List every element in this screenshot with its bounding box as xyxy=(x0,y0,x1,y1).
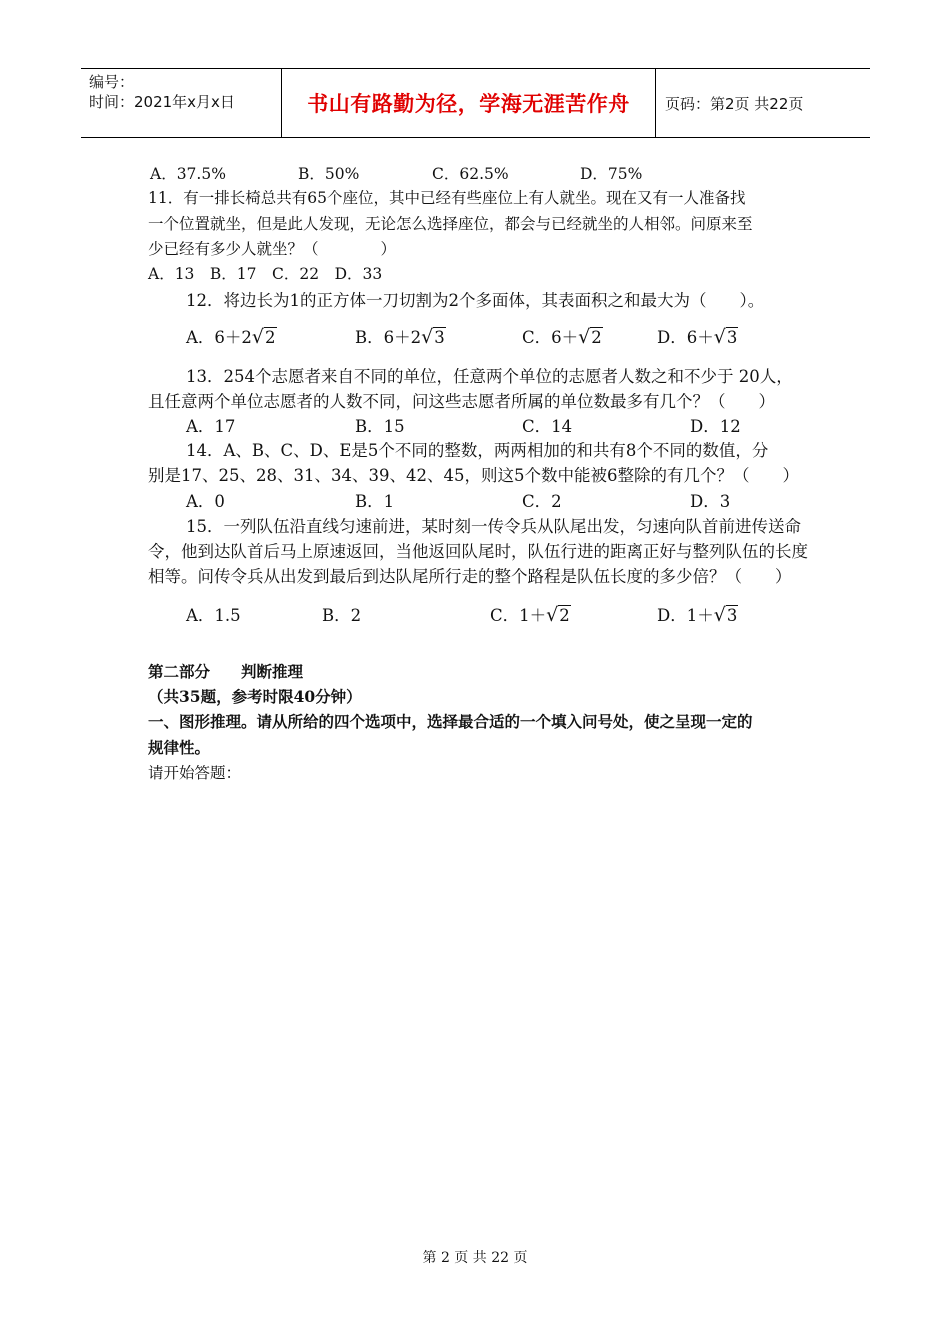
q11-line: 少已经有多少人就坐？（ ） xyxy=(148,240,397,258)
q15-option-b: B．2 xyxy=(322,606,362,625)
q12-option-d: D．6＋√3 xyxy=(657,326,738,348)
motto: 书山有路勤为径，学海无涯苦作舟 xyxy=(307,92,630,116)
q13-option-a: A．17 xyxy=(186,417,236,436)
q11-line: 一个位置就坐，但是此人发现，无论怎么选择座位，都会与已经就坐的人相邻。问原来至 xyxy=(148,215,753,233)
q13-line: 且任意两个单位志愿者的人数不同，问这些志愿者所属的单位数最多有几个？（ ） xyxy=(148,392,775,411)
q15-line: 令，他到达队首后马上原速返回，当他返回队尾时，队伍行进的距离正好与整列队伍的长度 xyxy=(148,542,808,561)
q14-option-a: A．0 xyxy=(186,492,225,511)
sqrt-icon: √ xyxy=(713,326,726,348)
q15-option-c: C．1＋√2 xyxy=(490,604,570,626)
q14-line: 14．A、B、C、D、E是5个不同的整数，两两相加的和共有8个不同的数值，分 xyxy=(186,441,769,460)
q13-option-b: B．15 xyxy=(355,417,405,436)
q15-option-d: D．1＋√3 xyxy=(657,604,738,626)
q10-option-a: A．37.5% xyxy=(150,165,226,183)
part2-subtitle: （共35题，参考时限40分钟） xyxy=(148,687,362,706)
q13-option-c: C．14 xyxy=(522,417,573,436)
time-label: 时间：2021年x月x日 xyxy=(89,93,235,111)
q11-line: 11．有一排长椅总共有65个座位，其中已经有些座位上有人就坐。现在又有一人准备找 xyxy=(148,189,746,207)
q12-option-a: A．6＋2√2 xyxy=(186,326,276,348)
page-header xyxy=(81,68,870,138)
q15-line: 15．一列队伍沿直线匀速前进，某时刻一传令兵从队尾出发，匀速向队首前进传送命 xyxy=(186,517,801,536)
q14-option-d: D．3 xyxy=(690,492,731,511)
sqrt-icon: √ xyxy=(251,326,265,348)
start-prompt: 请开始答题： xyxy=(148,764,242,782)
sqrt-icon: √ xyxy=(546,604,559,626)
q15-line: 相等。问传令兵从出发到最后到达队尾所行走的整个路程是队伍长度的多少倍？（ ） xyxy=(148,567,792,586)
q12-option-c: C．6＋√2 xyxy=(522,326,602,348)
q14-option-b: B．1 xyxy=(355,492,395,511)
part2-instruction: 规律性。 xyxy=(148,738,211,757)
q13-option-d: D．12 xyxy=(690,417,741,436)
part2-title: 第二部分 判断推理 xyxy=(148,662,304,681)
part2-instruction: 一、图形推理。请从所给的四个选项中，选择最合适的一个填入问号处，使之呈现一定的 xyxy=(148,712,753,731)
q10-option-b: B．50% xyxy=(298,165,360,183)
q11-options: A．13 B．17 C．22 D．33 xyxy=(148,265,383,283)
q12-option-b: B．6＋2√3 xyxy=(355,326,445,348)
header-page-cell xyxy=(655,69,870,137)
sqrt-icon: √ xyxy=(421,326,434,348)
q14-option-c: C．2 xyxy=(522,492,562,511)
q10-option-d: D．75% xyxy=(580,165,643,183)
sqrt-icon: √ xyxy=(713,604,726,626)
sqrt-icon: √ xyxy=(578,326,591,348)
header-meta xyxy=(81,69,281,137)
header-motto-cell xyxy=(281,69,656,137)
q10-option-c: C．62.5% xyxy=(432,165,509,183)
q13-line: 13．254个志愿者来自不同的单位，任意两个单位的志愿者人数之和不少于 20人， xyxy=(186,367,793,386)
page-footer: 第 2 页 共 22 页 xyxy=(422,1250,528,1266)
q12-stem: 12．将边长为1的正方体一刀切割为2个多面体，其表面积之和最大为（ ）。 xyxy=(186,291,765,310)
q15-option-a: A．1.5 xyxy=(186,606,241,625)
serial-label: 编号： xyxy=(89,73,135,91)
page-info: 页码：第2页 共22页 xyxy=(665,94,804,113)
q14-line: 别是17、25、28、31、34、39、42、45，则这5个数中能被6整除的有几个？（ ） xyxy=(148,466,799,485)
